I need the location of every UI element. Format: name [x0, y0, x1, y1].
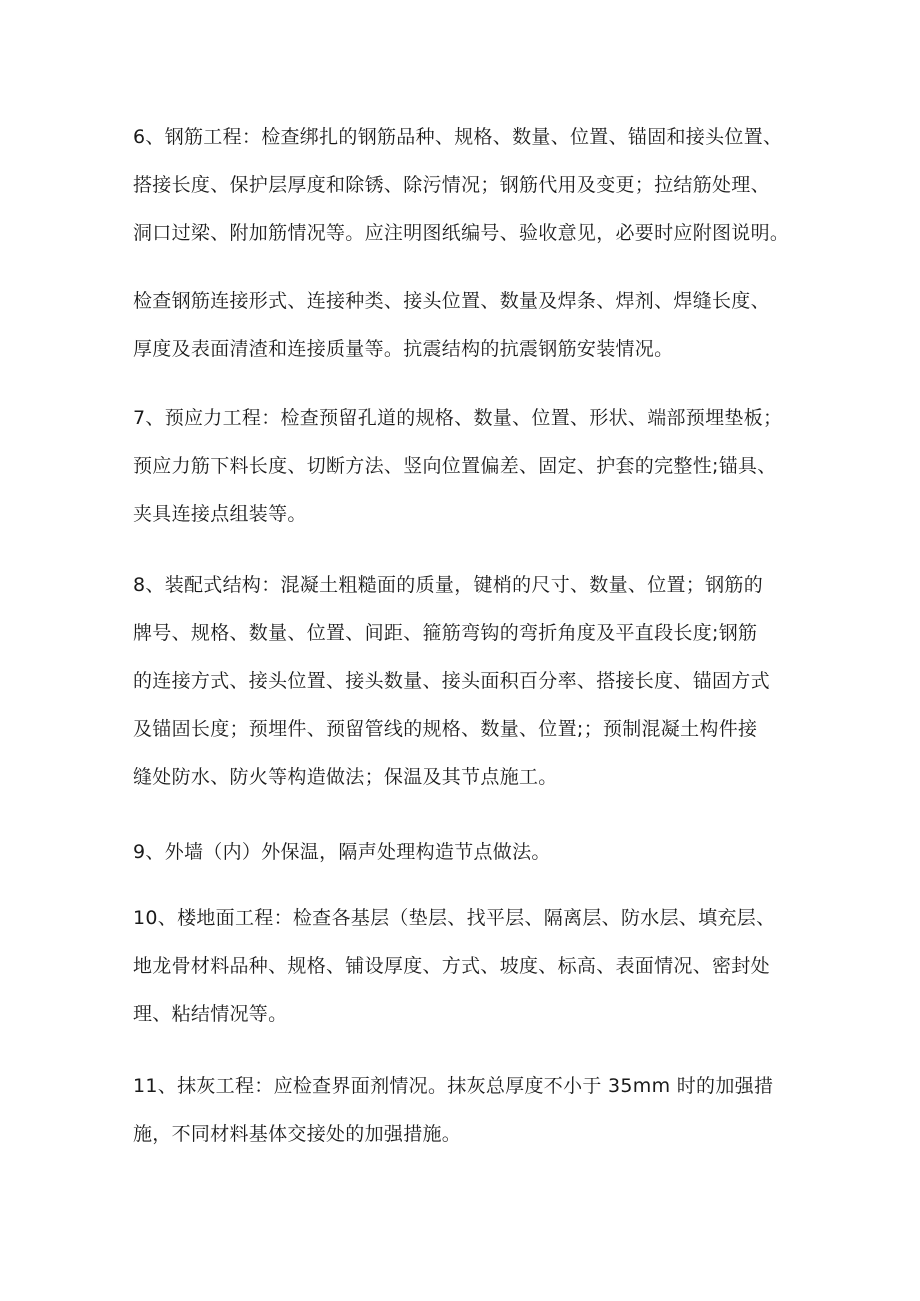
- text-line: 8、装配式结构：混凝土粗糙面的质量，键梢的尺寸、数量、位置；钢筋的: [133, 574, 763, 596]
- text-line: 搭接长度、保护层厚度和除锈、除污情况；钢筋代用及变更；拉结筋处理、: [133, 174, 770, 196]
- text-line: 施，不同材料基体交接处的加强措施。: [133, 1123, 462, 1145]
- text-line: 预应力筋下料长度、切断方法、竖向位置偏差、固定、护套的完整性;锚具、: [133, 455, 777, 477]
- paragraph-prestress-works: [133, 394, 823, 538]
- paragraph-floor-works: [133, 894, 823, 1038]
- text-line: 牌号、规格、数量、位置、间距、箍筋弯钩的弯折角度及平直段长度;钢筋: [133, 622, 758, 644]
- text-line: 11、抹灰工程：应检查界面剂情况。抹灰总厚度不小于 35mm 时的加强措: [133, 1075, 774, 1097]
- paragraph-rebar-connection: [133, 277, 823, 373]
- text-line: 洞口过梁、附加筋情况等。应注明图纸编号、验收意见，必要时应附图说明。: [133, 222, 790, 244]
- text-line: 7、预应力工程：检查预留孔道的规格、数量、位置、形状、端部预埋垫板；: [133, 407, 783, 429]
- text-line: 及锚固长度；预埋件、预留管线的规格、数量、位置;；预制混凝土构件接: [133, 718, 758, 740]
- paragraph-rebar-works: [133, 113, 823, 257]
- text-line: 缝处防水、防火等构造做法；保温及其节点施工。: [133, 766, 558, 788]
- text-line: 9、外墙（内）外保温，隔声处理构造节点做法。: [133, 841, 551, 863]
- text-line: 10、楼地面工程：检查各基层（垫层、找平层、隔离层、防水层、填充层、: [133, 907, 776, 929]
- text-line: 6、钢筋工程：检查绑扎的钢筋品种、规格、数量、位置、锚固和接头位置、: [133, 126, 783, 148]
- text-line: 理、粘结情况等。: [133, 1003, 288, 1025]
- paragraph-prefab-structure: [133, 561, 823, 801]
- text-line: 检查钢筋连接形式、连接种类、接头位置、数量及焊条、焊剂、焊缝长度、: [133, 290, 770, 312]
- text-line: 厚度及表面清渣和连接质量等。抗震结构的抗震钢筋安装情况。: [133, 338, 674, 360]
- text-line: 的连接方式、接头位置、接头数量、接头面积百分率、搭接长度、锚固方式: [133, 670, 770, 692]
- text-line: 夹具连接点组装等。: [133, 503, 307, 525]
- text-line: 地龙骨材料品种、规格、铺设厚度、方式、坡度、标高、表面情况、密封处: [133, 955, 770, 977]
- paragraph-plaster-works: [133, 1062, 823, 1158]
- paragraph-wall-insulation: [133, 828, 823, 876]
